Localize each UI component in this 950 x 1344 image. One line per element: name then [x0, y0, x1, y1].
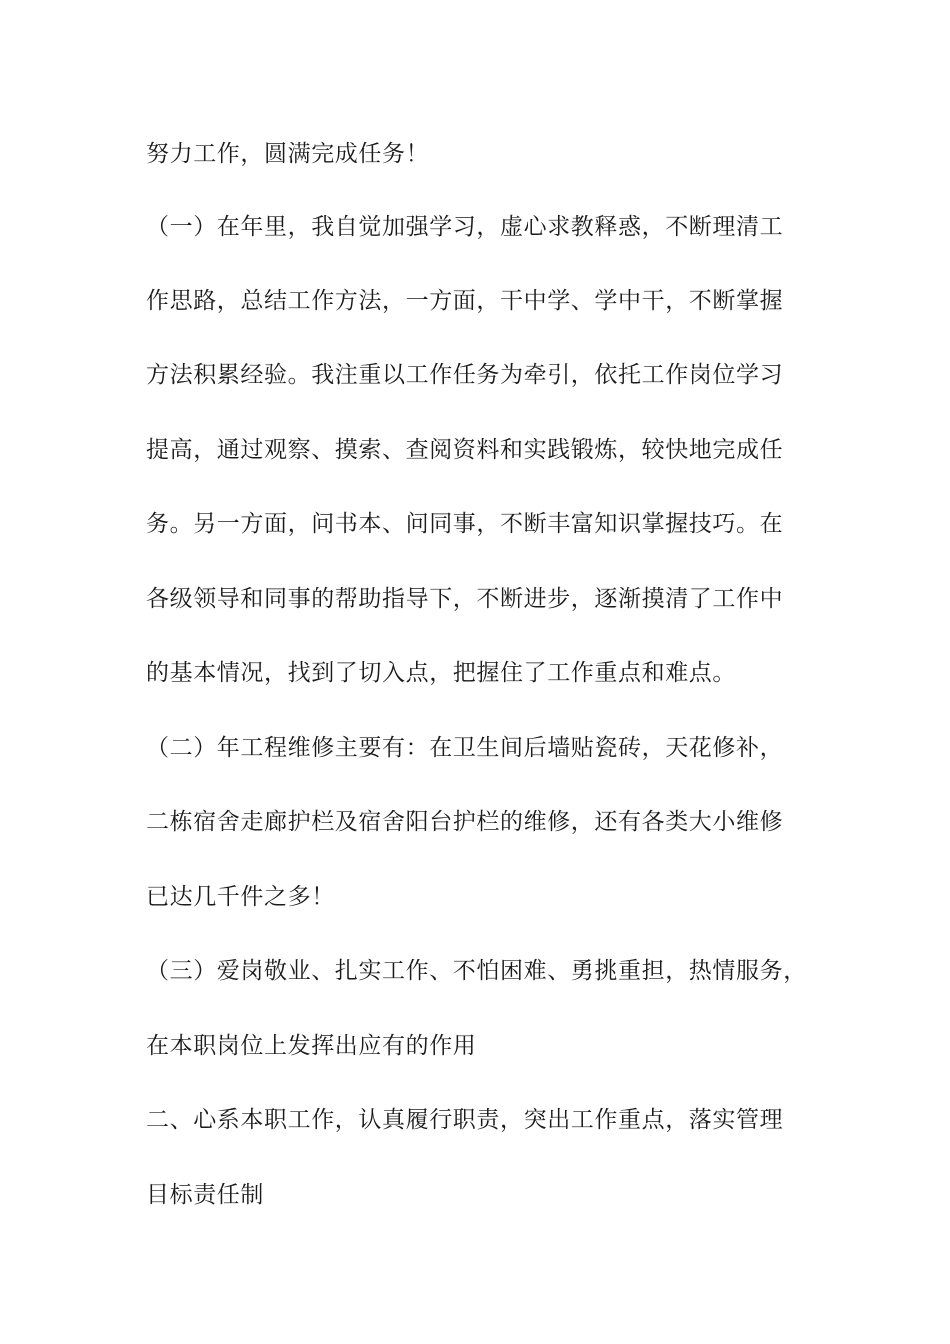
text-line: 务。另一方面，问书本、问同事，不断丰富知识掌握技巧。在 — [146, 511, 784, 537]
text-line: 努力工作，圆满完成任务！ — [146, 141, 430, 167]
text-line: 的基本情况，找到了切入点，把握住了工作重点和难点。 — [146, 660, 736, 686]
text-line: 作思路，总结工作方法，一方面，干中学、学中干，不断掌握 — [146, 288, 784, 314]
text-line: （一）在年里，我自觉加强学习，虚心求教释惑，不断理清工 — [146, 214, 784, 240]
text-line: 目标责任制 — [146, 1182, 264, 1208]
text-line: 已达几千件之多！ — [146, 884, 335, 910]
text-line: （二）年工程维修主要有：在卫生间后墙贴瓷砖，天花修补， — [146, 735, 784, 761]
text-line: 方法积累经验。我注重以工作任务为牵引，依托工作岗位学习 — [146, 362, 784, 388]
text-line: 在本职岗位上发挥出应有的作用 — [146, 1033, 477, 1059]
text-line: 各级领导和同事的帮助指导下，不断进步，逐渐摸清了工作中 — [146, 586, 784, 612]
text-line: 二栋宿舍走廊护栏及宿舍阳台护栏的维修，还有各类大小维修 — [146, 809, 784, 835]
text-line: 提高，通过观察、摸索、查阅资料和实践锻炼，较快地完成任 — [146, 437, 784, 463]
text-line: 二、心系本职工作，认真履行职责，突出工作重点，落实管理 — [146, 1107, 784, 1133]
text-line: （三）爱岗敬业、扎实工作、不怕困难、勇挑重担，热情服务， — [146, 958, 807, 984]
